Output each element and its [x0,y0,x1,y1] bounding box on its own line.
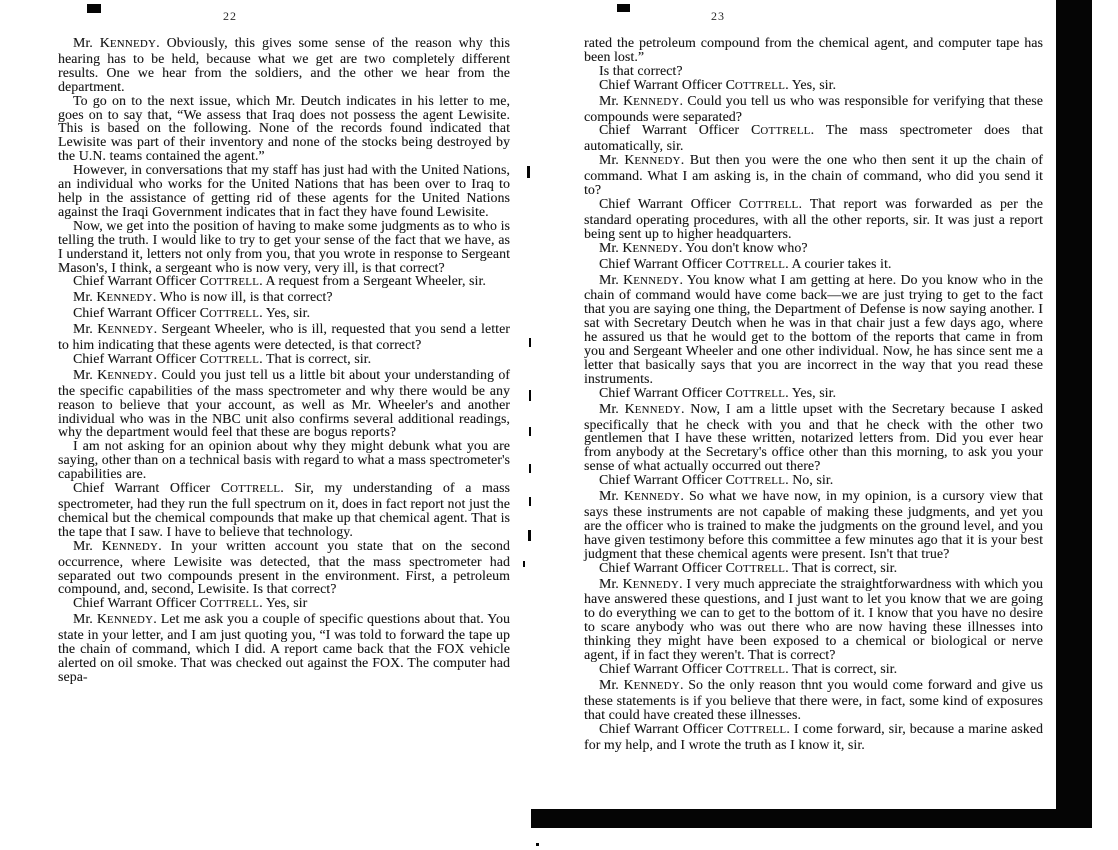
transcript-paragraph: Chief Warrant Officer COTTRELL. I come forward, sir, because a marine asked for my help, and I wrote the truth as I know it, sir. [584,720,1043,752]
scan-artifact-gutter-tick [527,166,530,178]
speaker-name-smallcaps: ENNEDY [107,369,154,382]
scan-artifact-gutter-tick [529,427,531,436]
speaker-name-smallcaps: OTTRELL [734,475,786,488]
speaker-name-smallcaps: ENNEDY [634,491,681,504]
transcript-paragraph: Mr. KENNEDY. Obviously, this gives some sense of the reason why this hearing has to be held, because what we get are two completely different results. One we hear from the soldiers, and the other we hear from the department. [58,35,510,94]
transcript-paragraph: Mr. KENNEDY. Could you tell us who was responsible for verifying that these compounds were separated? [584,92,1043,124]
transcript-paragraph: Mr. KENNEDY. I very much appreciate the straightforwardness with which you have answered these questions, and I just want to let you know that we are going to do everything we can to get to the bottom of it. I know that you have no desire to scare anybody who was out there who are now having these illnesses into thinking they might have been exposed to a chemical or biological or nerve agent, if in fact they weren't. That is correct? [584,575,1043,663]
transcript-paragraph: Chief Warrant Officer COTTRELL. That is correct, sir. [73,350,372,366]
speaker-name-smallcaps: ENNEDY [106,292,153,305]
transcript-paragraph: Mr. KENNEDY. So the only reason thnt you would come forward and give us these statements is if you believe that there were, in fact, some kind of exposures that could have created these illnesses. [584,676,1043,722]
transcript-paragraph: Mr. KENNEDY. You don't know who? [599,239,808,255]
speaker-name-smallcaps: OTTRELL [748,198,799,211]
page-number-left: 22 [223,9,237,23]
speaker-name-smallcaps: ENNEDY [111,540,159,553]
transcript-paragraph: Mr. KENNEDY. In your written account you state that on the second occurrence, where Lewisite was detected, that the mass spectrometer had separated out two compounds present in the environment. First, a petroleum compound, and, second, Lewisite. Is that correct? [58,537,510,597]
transcript-paragraph: Mr. KENNEDY. Now, I am a little upset with the Secretary because I asked specifically that he check with you and that he check with the other two gentlemen that I have these written, notarized letters from. Did you ever hear from anybody at the Secretary's office other than this morning, to ask you your sense of what actually occurred out there? [584,400,1043,474]
speaker-name-smallcaps: ENNEDY [632,578,679,591]
transcript-paragraph: However, in conversations that my staff has just had with the United Nations, an individual who works for the United Nations that has been over to Iraq to help in the assistance of getting rid of these agents for the United Nations against the Iraqi Government indicates that in fact they have found Lewisite. [58,162,510,219]
speaker-name-smallcaps: ENNEDY [634,155,681,168]
page-22-text-column [58,36,510,684]
scan-artifact-gutter-tick [529,390,531,401]
transcript-paragraph: Chief Warrant Officer COTTRELL. That is correct, sir. [599,660,898,676]
speaker-name-smallcaps: ENNEDY [633,274,680,287]
transcript-paragraph: Mr. KENNEDY. Sergeant Wheeler, who is ill, requested that you send a letter to him indicating that these agents were detected, is that correct? [58,321,510,353]
scan-artifact-gutter-tick [529,497,531,506]
speaker-name-smallcaps: OTTRELL [734,79,786,92]
speaker-name-smallcaps: ENNEDY [107,324,154,337]
scan-artifact-right-black-bar [1056,0,1092,820]
speaker-name-smallcaps: OTTRELL [208,353,260,366]
transcript-paragraph: rated the petroleum compound from the chemical agent, and computer tape has been lost.” [584,35,1043,64]
speaker-name-smallcaps: OTTRELL [208,308,260,321]
speaker-name-smallcaps: OTTRELL [230,483,281,496]
page-23-text-column [584,36,1043,751]
transcript-paragraph: Mr. KENNEDY. So what we have now, in my opinion, is a cursory view that says these instruments are not capable of making these judgments, and yet you are the officer who is trained to make the judgments on the ground level, and you have given testimony before this committee a few minutes ago that it is your best judgment that these chemical agents were present. Isn't that true? [584,488,1043,561]
transcript-paragraph: Chief Warrant Officer COTTRELL. That is correct, sir. [599,559,898,575]
speaker-name-smallcaps: ENNEDY [634,403,681,416]
speaker-name-smallcaps: OTTRELL [208,598,260,611]
speaker-name-smallcaps: OTTRELL [208,276,260,289]
speaker-name-smallcaps: ENNEDY [633,679,680,692]
transcript-paragraph: Chief Warrant Officer COTTRELL. That report was forwarded as per the standard operating procedures, with all the other reports, sir. It was just a report being sent up to higher headquarters. [584,195,1043,241]
speaker-name-smallcaps: OTTRELL [734,387,786,400]
transcript-paragraph: Mr. KENNEDY. Who is now ill, is that correct? [73,289,333,305]
transcript-paragraph: To go on to the next issue, which Mr. Deutch indicates in his letter to me, goes on to say that, “We assess that Iraq does not possess the agent Lewisite. This is based on the following. None of the records found indicated that Lewisite was part of their inventory and none of the stocks being destroyed by the U.N. teams contained the agent.” [58,92,510,164]
transcript-paragraph: Mr. KENNEDY. But then you were the one who then sent it up the chain of command. What I am asking is, in the chain of command, who did you send it to? [584,152,1043,198]
page-number-right: 23 [711,9,725,23]
transcript-paragraph: Chief Warrant Officer COTTRELL. Yes, sir. [73,305,311,321]
speaker-name-smallcaps: OTTRELL [760,125,811,138]
transcript-paragraph: Mr. KENNEDY. Could you just tell us a little bit about your understanding of the specific capabilities of the mass spectrometer and why there would be any reason to believe that your account, as well as Mr. Wheeler's and another individual who was in the NBC unit also confirms several additional readings, why the department would feel that these are bogus reports? [58,366,511,440]
scan-artifact-bottom-black-bar [531,809,1092,828]
transcript-paragraph: Is that correct? [599,62,683,78]
scan-artifact-gutter-tick [523,561,525,567]
speaker-name-smallcaps: OTTRELL [734,258,786,271]
speaker-name-smallcaps: OTTRELL [734,663,786,676]
speaker-name-smallcaps: ENNEDY [633,95,680,108]
transcript-paragraph: Chief Warrant Officer COTTRELL. No, sir. [599,472,834,488]
scan-artifact-top-left-tick [87,4,101,13]
transcript-paragraph: Chief Warrant Officer COTTRELL. The mass spectrometer does that automatically, sir. [584,122,1043,154]
scan-artifact-gutter-tick [529,338,531,347]
transcript-paragraph: Chief Warrant Officer COTTRELL. A request from a Sergeant Wheeler, sir. [73,273,486,289]
speaker-name-smallcaps: OTTRELL [734,562,786,575]
scan-artifact-gutter-tick [528,530,531,541]
scan-artifact-gutter-tick [529,464,531,473]
transcript-paragraph: Chief Warrant Officer COTTRELL. Sir, my understanding of a mass spectrometer, had they run the full spectrum on it, does in fact report not just the chemical but the chemical compounds that make up that chemical agent. That is the tape that I saw. I have to believe that technology. [58,480,511,539]
transcript-paragraph: Chief Warrant Officer COTTRELL. Yes, sir. [599,384,837,400]
transcript-paragraph: Mr. KENNEDY. Let me ask you a couple of specific questions about that. You state in your letter, and I am just quoting you, “I was told to forward the tape up the chain of command, which I did. A report came back that the FOX vehicle alerted on oil smoke. That was checked out against the FOX. The computer had sepa- [58,611,510,684]
transcript-paragraph: Chief Warrant Officer COTTRELL. A courier takes it. [599,255,892,271]
transcript-paragraph: I am not asking for an opinion about why they might debunk what you are saying, other than on a technical basis with regard to what a mass spectrometer's capabilities are. [58,438,510,482]
speaker-name-smallcaps: ENNEDY [109,38,157,50]
transcript-paragraph: Mr. KENNEDY. You know what I am getting at here. Do you know who in the chain of command would have come back—we are just trying to get to the fact that you are saying one thing, the Department of Defense is now saying another. I sat with Secretary Deutch when he was in that chair just a few days ago, where he assured us that he would get to the bottom of the reports that came in from you and Sergeant Wheeler and one other individual. Now, he has since sent me a letter that basically says that you are incorrect in the way that you read these instruments. [584,271,1044,386]
speaker-name-smallcaps: ENNEDY [632,242,679,255]
scan-artifact-speck [536,843,539,846]
transcript-paragraph: Now, we get into the position of having to make some judgments as to who is telling the truth. I would like to try to get your sense of the fact that we have, as I understand it, letters not only from you, that you wrote in response to Sergeant Mason's, I think, a sergeant who is now very, very ill, is that correct? [58,217,510,275]
transcript-paragraph: Chief Warrant Officer COTTRELL. Yes, sir [73,595,308,611]
scan-artifact-top-right-tick [617,4,630,12]
speaker-name-smallcaps: OTTRELL [736,723,787,736]
transcript-paragraph: Chief Warrant Officer COTTRELL. Yes, sir. [599,76,837,92]
speaker-name-smallcaps: ENNEDY [106,614,154,627]
